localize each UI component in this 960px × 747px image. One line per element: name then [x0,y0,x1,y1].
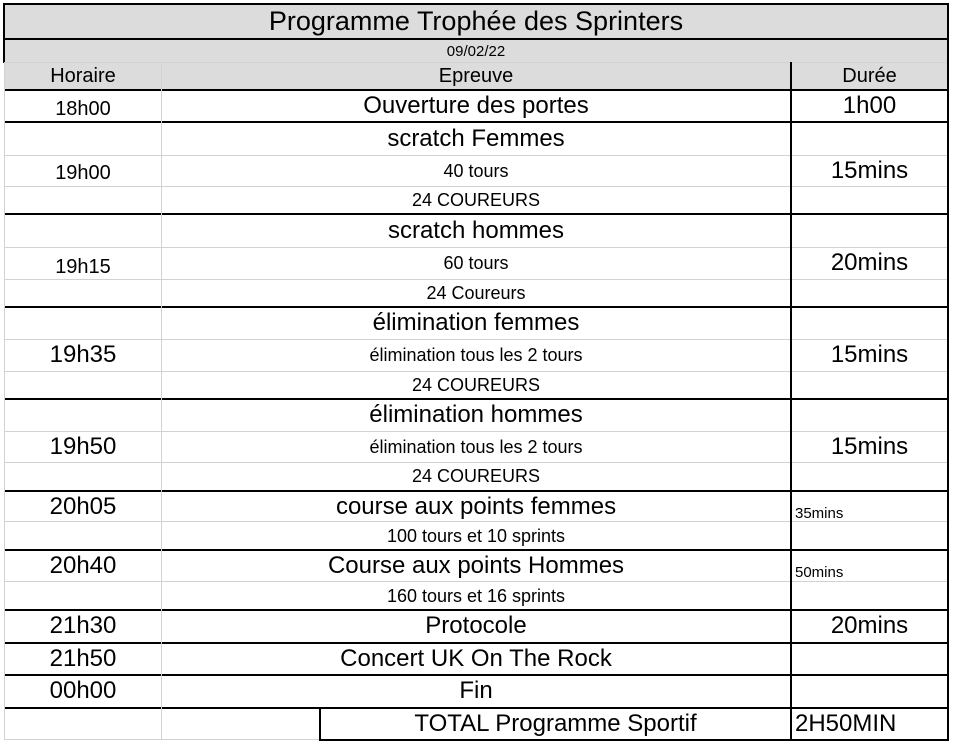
header-duree: Durée [842,65,897,87]
total-label: TOTAL Programme Sportif [414,709,697,737]
duration-cell: 50mins [795,564,844,581]
event-name: Concert UK On The Rock [340,644,612,672]
event-name: course aux points femmes [335,492,617,520]
date-label: 09/02/22 [446,42,506,60]
event-name: scratch Femmes [387,124,565,152]
total-value: 2H50MIN [795,709,897,737]
duration-cell: 20mins [830,249,909,276]
time-cell: 21h30 [49,612,117,639]
page-title: Programme Trophée des Sprinters [268,6,684,36]
time-cell: 19h50 [49,433,117,460]
duration-cell: 15mins [830,156,909,184]
event-name: Course aux points Hommes [327,551,625,579]
event-riders: 24 COUREURS [411,375,541,395]
event-detail: 100 tours et 10 sprints [386,525,566,546]
duration-cell: 20mins [830,612,909,639]
duration-cell: 35mins [795,505,844,522]
time-cell: 00h00 [49,677,117,704]
event-name: Fin [459,677,493,704]
duration-cell [792,643,947,674]
time-cell: 20h05 [49,492,117,520]
event-name: Ouverture des portes [363,91,589,119]
time-cell: 20h40 [49,551,117,579]
duration-cell: 1h00 [842,91,897,119]
event-name: élimination hommes [369,401,583,428]
event-name: Protocole [425,612,527,639]
event-riders: 24 COUREURS [411,466,541,486]
time-cell: 18h00 [55,97,111,120]
event-detail: 60 tours [443,253,509,273]
header-epreuve: Epreuve [438,65,514,87]
event-detail: 40 tours [443,160,509,181]
time-cell: 19h15 [55,255,111,278]
event-detail: élimination tous les 2 tours [369,345,583,365]
event-name: scratch hommes [387,216,565,244]
event-name: élimination femmes [372,309,580,336]
time-cell: 21h50 [49,644,117,672]
duration-cell: 15mins [830,433,909,460]
time-cell: 19h00 [55,161,111,184]
event-detail: 160 tours et 16 sprints [386,585,566,606]
header-horaire: Horaire [50,65,116,87]
duration-cell [792,675,947,707]
event-detail: élimination tous les 2 tours [369,436,583,457]
duration-cell: 15mins [830,341,909,368]
event-riders: 24 COUREURS [411,190,541,210]
time-cell: 19h35 [49,341,117,368]
event-riders: 24 Coureurs [426,283,526,303]
